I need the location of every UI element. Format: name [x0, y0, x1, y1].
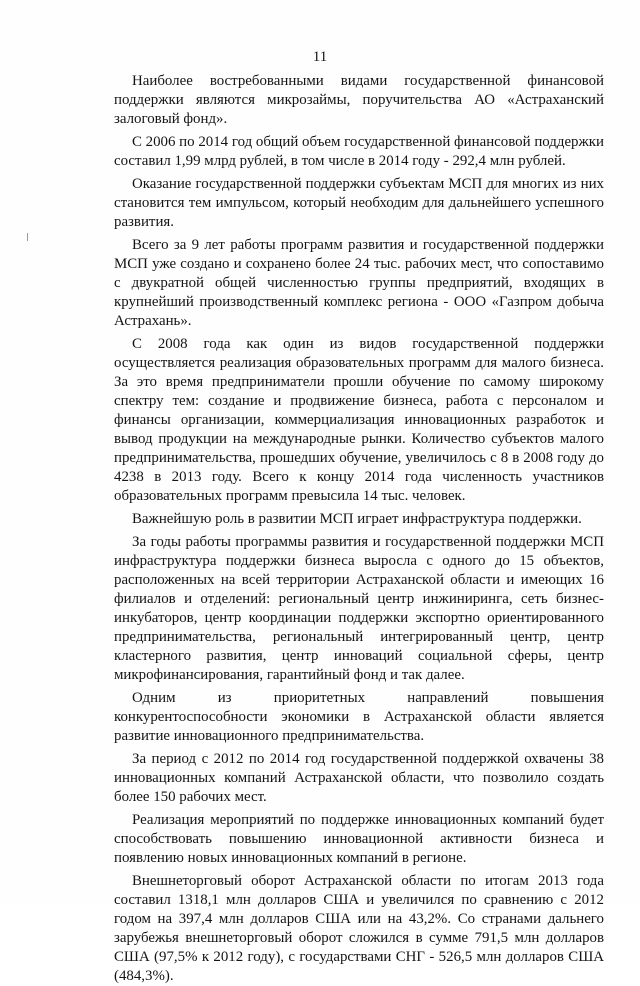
scan-margin-mark: [27, 233, 28, 241]
paragraph-support-impulse: Оказание государственной поддержки субъектам МСП для многих из них становится тем импульсом, который необходим для дальнейшего успешного развития.: [114, 176, 604, 230]
paragraph-support-volume: С 2006 по 2014 год общий объем государственной финансовой поддержки составил 1,99 млрд рублей, в том числе в 2014 году - 292,4 млн рублей.: [114, 134, 604, 169]
paragraph-innovation-priority: Одним из приоритетных направлений повышения конкурентоспособности экономики в Астраханской области является развитие инновационного предпринимательства.: [114, 690, 604, 744]
page-number: 11: [312, 49, 328, 65]
paragraph-financial-support-types: Наиболее востребованными видами государственной финансовой поддержки являются микрозаймы, поручительства АО «Астраханский залоговый фонд».: [114, 73, 604, 127]
paragraph-infrastructure-growth: За годы работы программы развития и государственной поддержки МСП инфраструктура поддержки бизнеса выросла с одного до 15 объектов, расположенных на всей территории Астраханской области и имеющих 16 филиалов и отделений: региональный центр инжиниринга, сеть бизнес-инкубаторов, центр координации поддержки экспортно ориентированного предпринимательства, региональный интегрированный центр, центр кластерного развития, центр инноваций социальной сферы, центр микрофинансирования, гарантийный фонд и так далее.: [114, 534, 604, 683]
paragraph-education-programs: С 2008 года как один из видов государственной поддержки осуществляется реализация образовательных программ для малого бизнеса. За это время предприниматели прошли обучение по самому широкому спектру тем: создание и продвижение бизнеса, работа с персоналом и финансы организации, коммерциализация инновационных разработок и вывод продукции на международные рынки. Количество субъектов малого предпринимательства, прошедших обучение, увеличилось с 8 в 2008 году до 4238 в 2013 году. Всего к концу 2014 года численность участников образовательных программ превысила 14 тыс. человек.: [114, 336, 604, 504]
paragraph-jobs-created: Всего за 9 лет работы программ развития и государственной поддержки МСП уже создано и сохранено более 24 тыс. рабочих мест, что сопоставимо с двукратной общей численностью группы предприятий, входящих в крупнейший производственный комплекс региона - ООО «Газпром добыча Астрахань».: [114, 237, 604, 329]
paragraph-innovation-companies: За период с 2012 по 2014 год государственной поддержкой охвачены 38 инновационных компаний Астраханской области, что позволило создать более 150 рабочих мест.: [114, 751, 604, 805]
paragraph-infrastructure-role: Важнейшую роль в развитии МСП играет инфраструктура поддержки.: [132, 511, 582, 527]
document-body: [114, 72, 604, 986]
paragraph-foreign-trade: Внешнеторговый оборот Астраханской области по итогам 2013 года составил 1318,1 млн долларов США и увеличился по сравнению с 2012 годом на 397,4 млн долларов США или на 43,2%. Со странами дальнего зарубежья внешнеторговый оборот сложился в сумме 791,5 млн долларов США (97,5% к 2012 году), с государствами СНГ - 526,5 млн долларов США (484,3%).: [114, 873, 604, 984]
paragraph-innovation-activity: Реализация мероприятий по поддержке инновационных компаний будет способствовать повышению инновационной активности бизнеса и появлению новых инновационных компаний в регионе.: [114, 812, 604, 866]
